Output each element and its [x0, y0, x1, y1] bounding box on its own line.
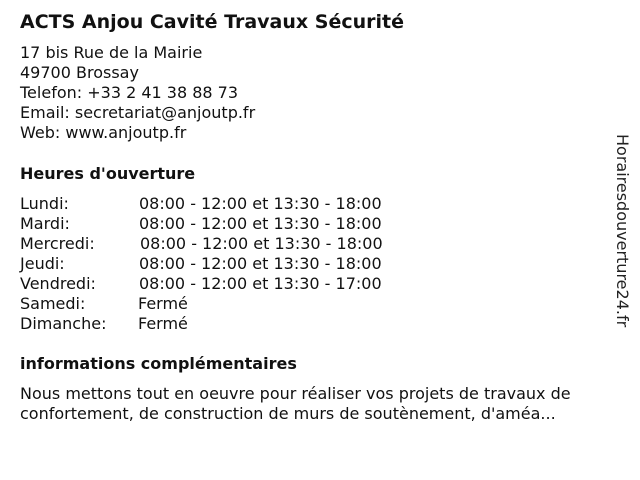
hours-heading: Heures d'ouverture [20, 164, 196, 183]
day-label: Samedi: [20, 294, 86, 313]
day-label: Vendredi: [20, 274, 96, 293]
info-description [20, 384, 630, 424]
web-text: Web: www.anjoutp.fr [20, 123, 187, 142]
time-value: Fermé [138, 314, 188, 333]
info-line: confortement, de construction de murs de soutènement, d'améa... [20, 404, 556, 423]
time-value: 08:00 - 12:00 et 13:30 - 18:00 [139, 214, 382, 233]
time-value: 08:00 - 12:00 et 13:30 - 17:00 [139, 274, 382, 293]
day-label: Dimanche: [20, 314, 107, 333]
info-line: Nous mettons tout en oeuvre pour réaliser vos projets de travaux de [20, 384, 571, 403]
address-street: 17 bis Rue de la Mairie [20, 43, 203, 62]
info-heading: informations complémentaires [20, 354, 297, 373]
day-label: Mercredi: [20, 234, 95, 253]
time-value: 08:00 - 12:00 et 13:30 - 18:00 [139, 194, 382, 213]
address-city: 49700 Brossay [20, 63, 139, 82]
time-value: 08:00 - 12:00 et 13:30 - 18:00 [140, 234, 383, 253]
day-label: Jeudi: [20, 254, 65, 273]
business-name: ACTS Anjou Cavité Travaux Sécurité [20, 11, 404, 33]
time-value: 08:00 - 12:00 et 13:30 - 18:00 [139, 254, 382, 273]
watermark-text: Horairesdouverture24.fr [613, 134, 632, 328]
time-value: Fermé [138, 294, 188, 313]
business-card [20, 0, 620, 480]
email-text: Email: secretariat@anjoutp.fr [20, 103, 256, 122]
day-label: Lundi: [20, 194, 69, 213]
day-label: Mardi: [20, 214, 70, 233]
phone-text: Telefon: +33 2 41 38 88 73 [20, 83, 239, 102]
contact-block [20, 43, 255, 143]
